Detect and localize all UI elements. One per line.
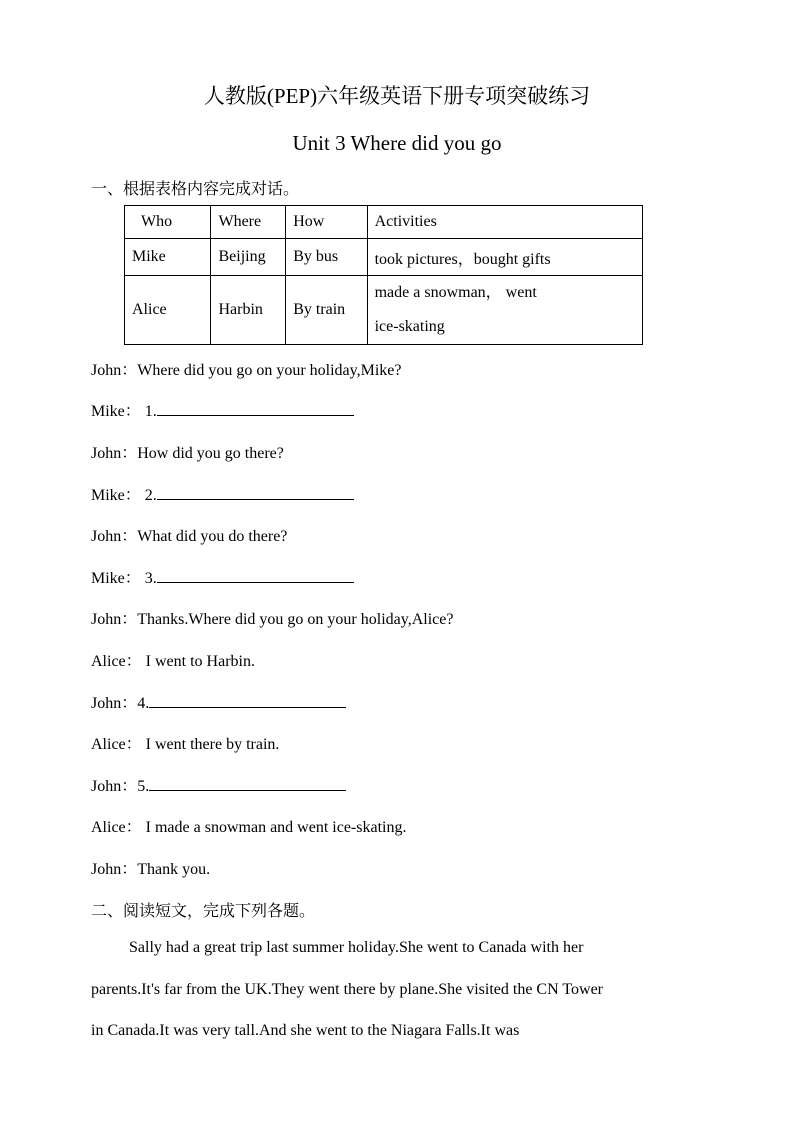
speaker-label: Alice： (91, 736, 142, 753)
dialogue-line-4 (91, 482, 354, 505)
speaker-label: John： (91, 445, 138, 462)
dialogue-line-5 (91, 523, 287, 546)
dialogue-text: I went to Harbin. (145, 653, 255, 670)
dialogue-line-11 (91, 773, 346, 796)
passage-line-1: Sally had a great trip last summer holiday.She went to Canada with her (129, 939, 584, 956)
answer-blank-3[interactable] (157, 568, 354, 583)
speaker-label: Mike： (91, 570, 141, 587)
page-subtitle: Unit 3 Where did you go (292, 131, 502, 155)
answer-number: 3. (144, 570, 157, 587)
answer-blank-4[interactable] (149, 693, 346, 708)
dialogue-line-6 (91, 565, 354, 588)
speaker-label: John： (91, 861, 138, 878)
passage-line-2: parents.It's far from the UK.They went there by plane.She visited the CN Tower (91, 981, 603, 998)
page-title: 人教版(PEP)六年级英语下册专项突破练习 (203, 84, 591, 108)
table-header-how: How (286, 206, 367, 239)
activities-line-1: made a snowman， went (374, 284, 537, 301)
table-cell-who: Mike (125, 239, 211, 276)
table-cell-how: By train (286, 276, 367, 345)
activities-line-2: ice-skating (374, 318, 445, 335)
speaker-label: John： (91, 362, 138, 379)
dialogue-text: Thanks.Where did you go on your holiday,Alice? (137, 611, 454, 628)
answer-blank-5[interactable] (149, 776, 346, 791)
dialogue-text: Thank you. (137, 861, 211, 878)
dialogue-text: I went there by train. (145, 736, 280, 753)
dialogue-line-7 (91, 606, 453, 629)
table-cell-where: Beijing (211, 239, 286, 276)
passage-line-3: in Canada.It was very tall.And she went to the Niagara Falls.It was (91, 1022, 520, 1039)
info-table (124, 205, 643, 345)
speaker-label: Mike： (91, 403, 141, 420)
speaker-label: Alice： (91, 819, 142, 836)
table-row (125, 239, 643, 276)
dialogue-line-8 (91, 648, 255, 671)
table-header-where: Where (211, 206, 286, 239)
dialogue-line-2 (91, 398, 354, 421)
dialogue-text: Where did you go on your holiday,Mike? (137, 362, 402, 379)
section-2-heading: 二、阅读短文，完成下列各题。 (91, 903, 316, 920)
table-row (125, 276, 643, 345)
section-1-heading: 一、根据表格内容完成对话。 (91, 181, 300, 198)
speaker-label: John： (91, 528, 138, 545)
speaker-label: Mike： (91, 487, 141, 504)
dialogue-line-13 (91, 856, 210, 879)
dialogue-line-12 (91, 814, 406, 837)
dialogue-text: What did you do there? (137, 528, 288, 545)
table-header-who: Who (125, 206, 211, 239)
answer-number: 5. (137, 778, 150, 795)
dialogue-line-9 (91, 690, 346, 713)
dialogue-text: How did you go there? (137, 445, 284, 462)
table-header-activities: Activities (367, 206, 642, 239)
dialogue-line-10 (91, 731, 279, 754)
table-cell-how: By bus (286, 239, 367, 276)
speaker-label: John： (91, 611, 138, 628)
table-cell-who: Alice (125, 276, 211, 345)
speaker-label: John： (91, 778, 138, 795)
table-header-row (125, 206, 643, 239)
speaker-label: Alice： (91, 653, 142, 670)
dialogue-line-3 (91, 440, 284, 463)
table-cell-activities: took pictures，bought gifts (367, 239, 642, 276)
answer-number: 2. (144, 487, 157, 504)
answer-blank-1[interactable] (157, 401, 354, 416)
answer-number: 1. (144, 403, 157, 420)
table-cell-activities (367, 276, 642, 345)
speaker-label: John： (91, 695, 138, 712)
answer-blank-2[interactable] (157, 485, 354, 500)
dialogue-line-1 (91, 357, 401, 380)
answer-number: 4. (137, 695, 150, 712)
dialogue-text: I made a snowman and went ice-skating. (145, 819, 407, 836)
table-cell-where: Harbin (211, 276, 286, 345)
